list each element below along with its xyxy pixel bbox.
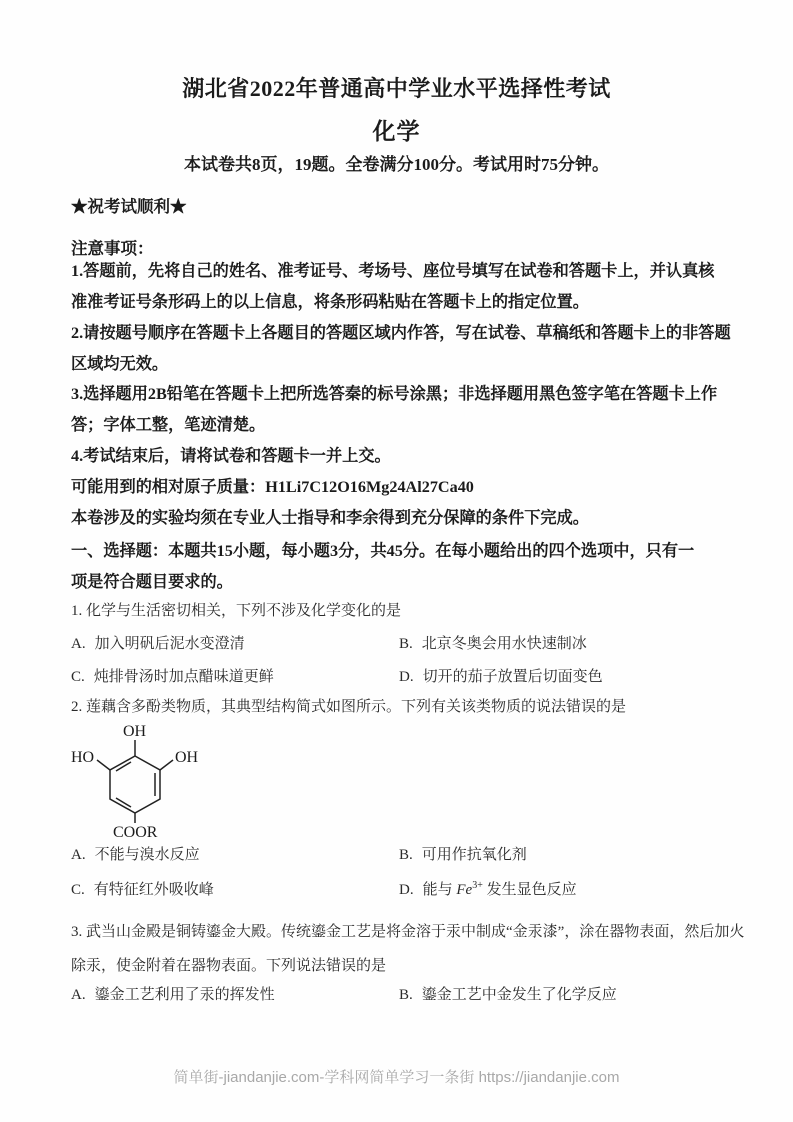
option-text: 切开的茄子放置后切面变色 bbox=[422, 669, 603, 685]
question-1-stem: 1. 化学与生活密切相关，下列不涉及化学变化的是 bbox=[71, 603, 402, 619]
question-1-option-c bbox=[71, 665, 399, 686]
option-text: 可用作抗氧化剂 bbox=[421, 847, 527, 863]
hydroxyl-label-left: HO bbox=[71, 749, 95, 766]
option-label: C. bbox=[71, 669, 85, 685]
benzene-ring-drawing bbox=[69, 720, 219, 838]
ion-charge-superscript: 3+ bbox=[472, 880, 483, 891]
question-2-options-row-2 bbox=[71, 878, 771, 899]
question-3-option-b bbox=[399, 983, 771, 1004]
option-text-post: 发生显色反应 bbox=[482, 882, 577, 898]
question-1-option-d bbox=[399, 665, 771, 686]
subject-title: 化学 bbox=[372, 119, 421, 144]
option-label: A. bbox=[71, 987, 86, 1003]
option-text: 北京冬奥会用水快速制冰 bbox=[421, 636, 587, 652]
question-1-options-row-1 bbox=[71, 632, 771, 653]
page-title: 湖北省2022年普通高中学业水平选择性考试 bbox=[182, 76, 611, 101]
question-2-option-b bbox=[399, 843, 771, 864]
notice-item-2: 2.请按题号顺序在答题卡上各题目的答题区域内作答，写在试卷、草稿纸和答题卡上的非答题区域均无效。 bbox=[71, 324, 731, 373]
option-label: D. bbox=[399, 882, 414, 898]
question-1-option-a bbox=[71, 632, 399, 653]
phenol-structure-diagram bbox=[69, 720, 219, 838]
option-label: A. bbox=[71, 636, 86, 652]
option-text: 不能与溴水反应 bbox=[94, 847, 200, 863]
notice-item-4: 4.考试结束后，请将试卷和答题卡一并上交。 bbox=[71, 447, 391, 465]
question-3-stem: 3. 武当山金殿是铜铸鎏金大殿。传统鎏金工艺是将金溶于汞中制成“金汞漆”，涂在器物表面，然后加火除汞，使金附着在器物表面。下列说法错误的是 bbox=[71, 924, 745, 974]
option-text: 有特征红外吸收峰 bbox=[93, 882, 214, 898]
option-text: 炖排骨汤时加点醋味道更鲜 bbox=[93, 669, 274, 685]
option-text: 加入明矾后泥水变澄清 bbox=[94, 636, 245, 652]
atomic-mass-line: 可能用到的相对原子质量：H1Li7C12O16Mg24Al27Ca40 bbox=[71, 478, 474, 496]
option-label: B. bbox=[399, 987, 413, 1003]
safety-line: 本卷涉及的实验均须在专业人士指导和李余得到充分保障的条件下完成。 bbox=[71, 509, 589, 527]
exam-info-line: 本试卷共8页，19题。全卷满分100分。考试用时75分钟。 bbox=[184, 155, 609, 174]
ester-group-label: COOR bbox=[113, 824, 158, 838]
question-1-options-row-2 bbox=[71, 665, 771, 686]
question-2-option-d bbox=[399, 878, 771, 899]
option-text: 鎏金工艺中金发生了化学反应 bbox=[421, 987, 617, 1003]
option-label: A. bbox=[71, 847, 86, 863]
notice-item-1: 1.答题前，先将自己的姓名、准考证号、考场号、座位号填写在试卷和答题卡上，并认真核准准考证号条形码上的以上信息，将条形码粘贴在答题卡上的指定位置。 bbox=[71, 262, 715, 311]
question-2-options-row-1 bbox=[71, 843, 771, 864]
notice-heading: 注意事项： bbox=[71, 239, 154, 258]
hydroxyl-label-top: OH bbox=[123, 723, 147, 740]
question-3-option-a bbox=[71, 983, 399, 1004]
question-3-options-row-1 bbox=[71, 983, 771, 1004]
section-heading: 一、选择题：本题共15小题，每小题3分，共45分。在每小题给出的四个选项中，只有一项是符合题目要求的。 bbox=[71, 542, 695, 591]
watermark-footer: 简单街-jiandanjie.com-学科网简单学习一条街 https://jiandanjie.com bbox=[173, 1069, 620, 1086]
notice-item-3: 3.选择题用2B铅笔在答题卡上把所选答秦的标号涂黑；非选择题用黑色签字笔在答题卡上作答；字体工整，笔迹清楚。 bbox=[71, 385, 718, 434]
question-1-option-b bbox=[399, 632, 771, 653]
option-label: B. bbox=[399, 847, 413, 863]
good-luck-line: ★祝考试顺利★ bbox=[71, 197, 187, 216]
iron-ion-formula: Fe bbox=[456, 882, 473, 898]
option-label: C. bbox=[71, 882, 85, 898]
option-text-pre: 能与 bbox=[422, 882, 457, 898]
question-2-option-c bbox=[71, 878, 399, 899]
question-2-option-a bbox=[71, 843, 399, 864]
option-label: B. bbox=[399, 636, 413, 652]
option-label: D. bbox=[399, 669, 414, 685]
question-2-stem: 2. 莲藕含多酚类物质，其典型结构简式如图所示。下列有关该类物质的说法错误的是 bbox=[71, 699, 627, 715]
option-text: 鎏金工艺利用了汞的挥发性 bbox=[94, 987, 275, 1003]
hydroxyl-label-right: OH bbox=[175, 749, 199, 766]
